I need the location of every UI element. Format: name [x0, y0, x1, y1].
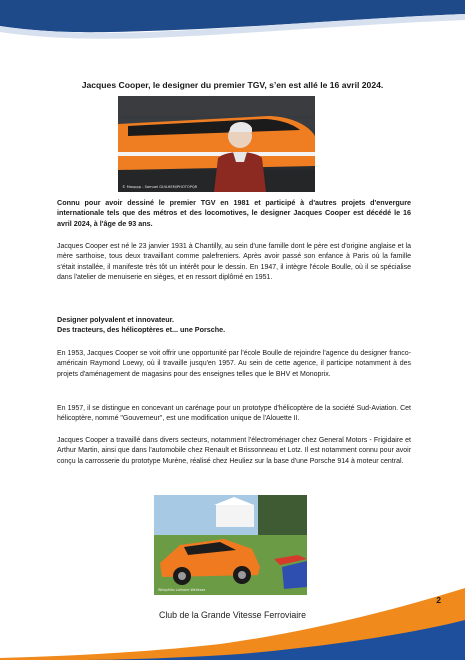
article-lead: Connu pour avoir dessiné le premier TGV en 1981 et participé à d'autres projets d'envergure internationale tels que des métros et des locomotives, le designer Jacques Cooper est décédé le 16 avril 2024, à l'âge de 93 ans.	[57, 198, 411, 228]
header-wave-band	[0, 0, 465, 60]
tgv-photo	[118, 96, 315, 192]
paragraph-loewy: En 1953, Jacques Cooper se voit offrir une opportunité par l'école Boulle de rejoindre l'agence du designer franco-américain Raymond Loewy, où il travaille jusqu'en 1957. Au sein de cette agence, il participe notamment à des projets d'aménagement de magasins pour des enseignes telles que le BHV et Monoprix.	[57, 350, 411, 378]
footer-org-name: Club de la Grande Vitesse Ferroviaire	[158, 610, 306, 620]
article-title: Jacques Cooper, le designer du premier TGV, s’en est allé le 16 avril 2024.	[81, 80, 384, 90]
photo-credit: Wikipédia Lothaire Wellesse	[158, 588, 206, 592]
section-heading-line1: Designer polyvalent et innovateur.	[57, 315, 175, 324]
paragraph-career: Jacques Cooper a travaillé dans divers secteurs, notamment l'électroménager chez General Motors - Frigidaire et Arthur Martin, ainsi que dans l'automobile chez Renault et Brissonneau et Lotz. Il est notamment connu pour avoir conçu la carrosserie du prototype Murène, réalisé chez Heuliez sur la base d'une Porsche 914 à moteur central.	[57, 437, 411, 465]
paragraph-biography: Jacques Cooper est né le 23 janvier 1931 à Chantilly, au sein d'une famille dont le père est d'origine anglaise et la mère sarthoise, tous deux travaillant comme palefreniers. Après avoir passé son enfance à Paris où la famille s'était installée, il manifeste très tôt un intérêt pour le dessin. En 1947, il intègre l'école Boulle, où il se spécialise dans l'atelier de menuiserie en sièges, et en ressort diplômé en 1951.	[57, 243, 411, 282]
footer-wave-band	[0, 580, 465, 660]
tgv-photo-illustration	[118, 96, 315, 192]
section-heading	[57, 315, 411, 336]
section-heading-line2: Des tracteurs, des hélicoptères et... une Porsche.	[57, 325, 226, 335]
photo-credit: © Maxppp - Samuel GUILHEM/PHOTOPQR	[122, 185, 198, 189]
page-number: 2	[436, 595, 441, 605]
paragraph-helicopter: En 1957, il se distingue en concevant un carénage pour un prototype d'hélicoptère de la société Sud-Aviation. Cet hélicoptère, nommé "Gouverneur", est une modification unique de l'Alouette II.	[57, 405, 411, 423]
